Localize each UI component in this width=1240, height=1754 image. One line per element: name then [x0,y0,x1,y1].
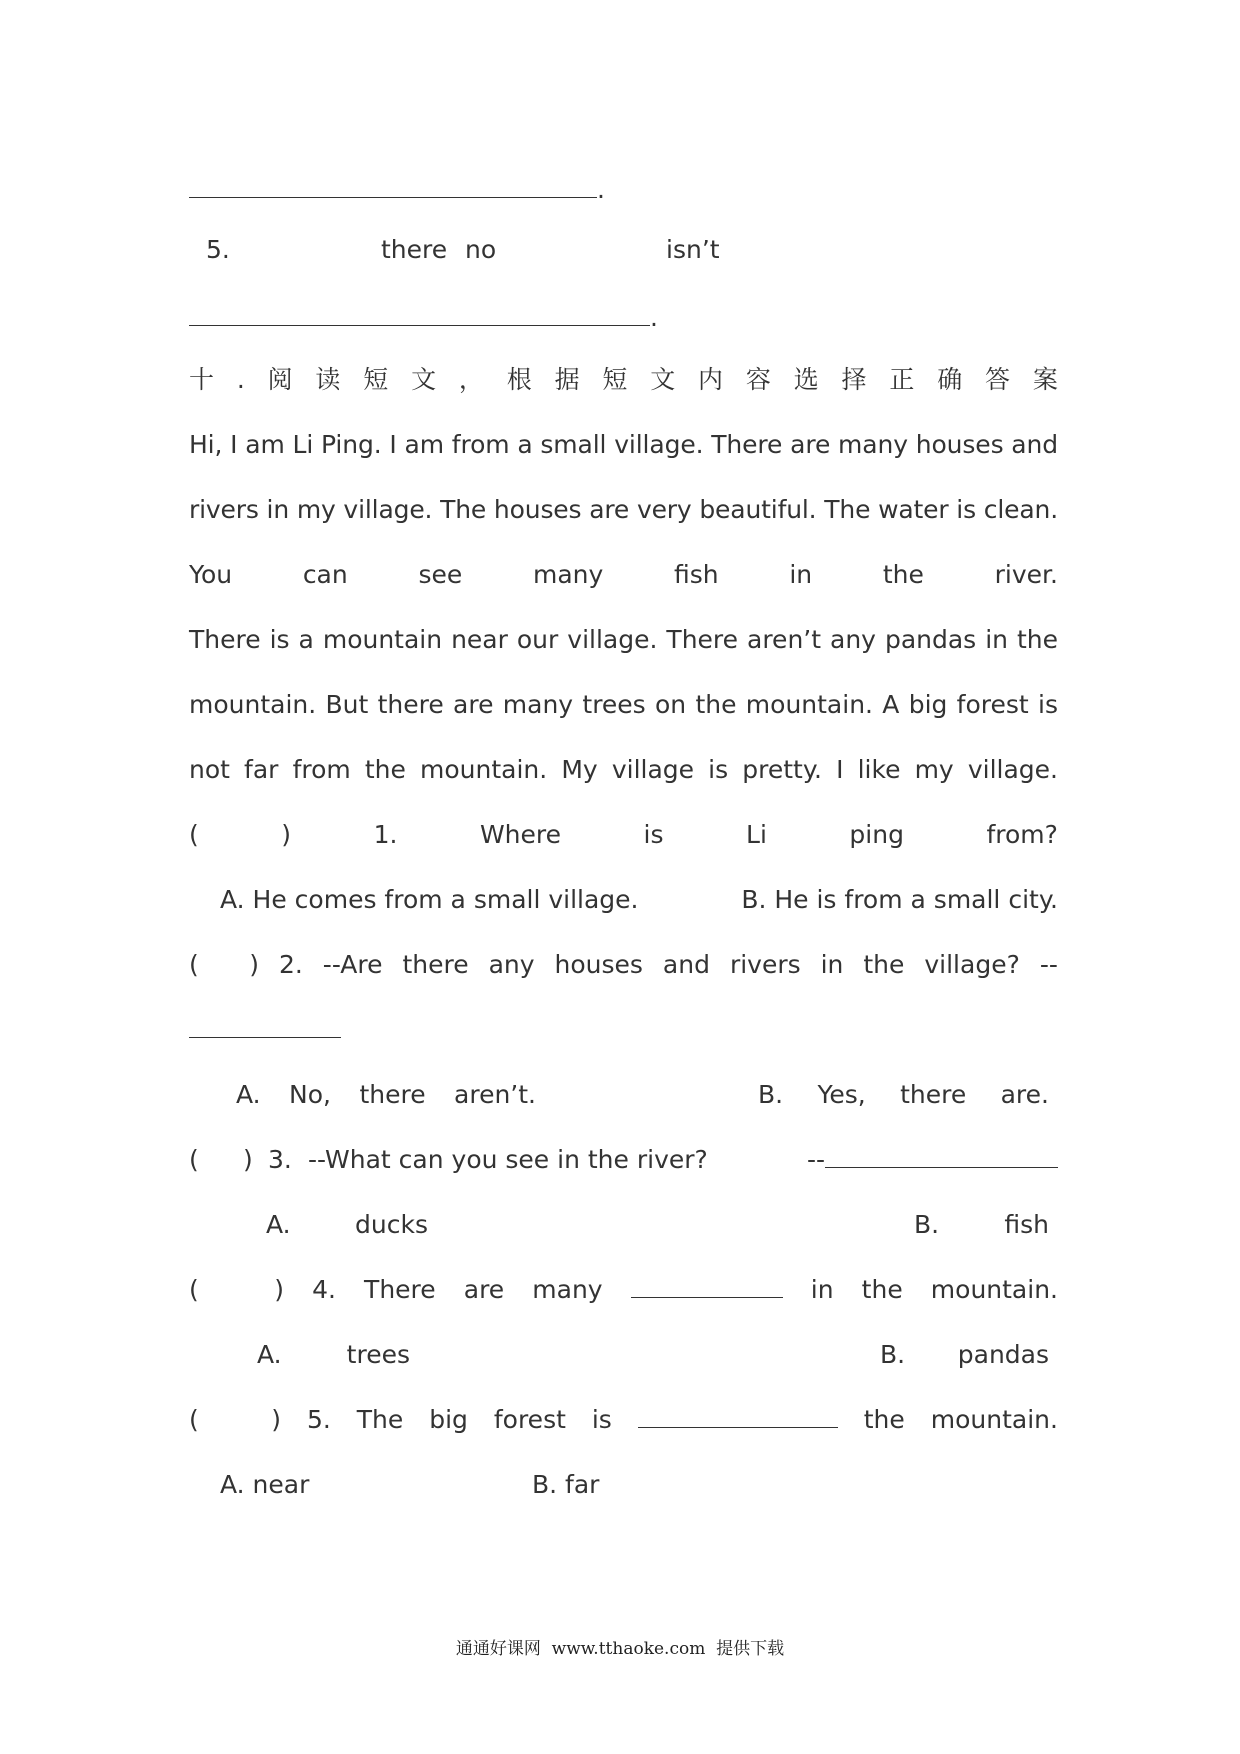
passage-word: many [532,560,604,589]
heading-char: . [236,365,245,394]
option-word: A. [236,1080,261,1109]
question-word: from? [986,820,1058,849]
passage-word: You [189,560,233,589]
passage-line [189,620,1058,660]
passage-text: mountain. But there are many trees on the mountain. A big forest is [189,690,1058,719]
option-word: there [900,1080,967,1109]
passage-word: can [302,560,348,589]
option-word: are. [1000,1080,1049,1109]
option-word: aren’t. [454,1080,536,1109]
question-number: 5. [206,235,230,264]
question-1 [189,815,1058,855]
question-1-options [189,880,1058,920]
question-word: ping [849,820,904,849]
heading-char: 据 [554,365,580,394]
heading-char: 案 [1032,365,1058,394]
question-word: are [463,1275,505,1304]
question-word: houses [554,950,643,979]
question-4 [189,1270,1058,1310]
question-word: mountain. [930,1275,1058,1304]
question-word: the [863,950,905,979]
answer-prefix: -- [807,1145,826,1174]
passage-text: There is a mountain near our village. There aren’t any pandas in the [189,625,1058,654]
question-word: The [356,1405,404,1434]
passage-line [189,750,1058,790]
question-number: 4. [312,1275,336,1304]
option-word: B. [758,1080,784,1109]
question-2-answer-line [189,1010,1058,1050]
heading-char: 短 [363,365,389,394]
question-5 [189,1400,1058,1440]
answer-bracket-close[interactable]: ) [249,950,259,979]
heading-char: 文 [650,365,676,394]
heading-char: 根 [506,365,532,394]
question-word: is [643,820,664,849]
footer-credit: 通通好课网 www.tthaoke.com 提供下载 [455,1639,785,1659]
answer-blank[interactable] [631,1270,783,1298]
option-a[interactable]: A. near [220,1470,310,1499]
question-word: village? [924,950,1020,979]
answer-bracket-close[interactable]: ) [271,1405,281,1434]
word: there [381,235,448,264]
answer-bracket-open[interactable]: ( [189,950,199,979]
question-word: -- [1039,950,1058,979]
option-a[interactable]: A. He comes from a small village. [220,885,639,914]
heading-char: 正 [889,365,915,394]
passage-line [189,685,1058,725]
passage-text: Hi, I am Li Ping. I am from a small village. There are many houses and [189,430,1058,459]
heading-char: 答 [985,365,1011,394]
option-b[interactable]: B. far [532,1470,600,1499]
option-word: Yes, [817,1080,866,1109]
question-number: 2. [278,950,303,979]
question-word: there [402,950,469,979]
question-3-answer [807,1140,1058,1180]
option-word: No, [289,1080,331,1109]
passage-word: the [882,560,924,589]
answer-bracket-open[interactable]: ( [189,820,199,849]
option-word: pandas [957,1340,1049,1369]
question-word: in [820,950,844,979]
answer-bracket-close[interactable]: ) [274,1275,284,1304]
question-word: --Are [322,950,383,979]
passage-word: fish [674,560,719,589]
passage-word: in [789,560,813,589]
answer-blank[interactable] [638,1400,838,1428]
question-5-options [189,1465,1058,1505]
heading-char: 确 [937,365,963,394]
answer-bracket-open[interactable]: ( [189,1405,199,1434]
option-a[interactable] [266,1205,428,1245]
option-a[interactable] [236,1075,536,1115]
question-2 [189,945,1058,985]
question-text: --What can you see in the river? [308,1145,708,1174]
question-word: in [810,1275,834,1304]
question-word: mountain. [930,1405,1058,1434]
option-word: B. [914,1210,940,1239]
passage-word: river. [994,560,1058,589]
heading-char: ， [458,365,484,394]
question-3-options [189,1205,1058,1245]
option-b[interactable] [758,1075,1049,1115]
option-word: A. [257,1340,282,1369]
question-word: Li [746,820,767,849]
question-word: rivers [729,950,801,979]
question-word: big [429,1405,468,1434]
passage-line [189,490,1058,530]
option-a[interactable] [257,1335,410,1375]
heading-char: 阅 [267,365,293,394]
answer-blank[interactable] [825,1140,1058,1168]
period: . [650,303,658,332]
answer-bracket-close[interactable]: ) [243,1145,253,1174]
heading-char: 择 [841,365,867,394]
heading-char: 选 [793,365,819,394]
passage-line [189,425,1058,465]
option-word: there [359,1080,426,1109]
answer-bracket-open[interactable]: ( [189,1275,199,1304]
question-number: 3. [268,1145,292,1174]
question-word: is [591,1405,612,1434]
period: . [597,175,605,204]
answer-line-4 [189,170,1058,210]
passage-word: see [418,560,463,589]
question-word: There [364,1275,436,1304]
option-word: trees [346,1340,410,1369]
section-ten-heading [189,360,1058,400]
answer-bracket-close[interactable]: ) [281,820,292,849]
question-number: 1. [373,820,398,849]
passage-text: not far from the mountain. My village is pretty. I like my village. [189,755,1058,784]
option-word: fish [1004,1210,1049,1239]
question-3 [189,1140,1058,1180]
heading-char: 文 [411,365,437,394]
word: no [465,235,497,264]
question-4-options [189,1335,1058,1375]
answer-blank[interactable] [189,170,597,198]
heading-char: 短 [602,365,628,394]
heading-char: 读 [315,365,341,394]
question-word: the [861,1275,903,1304]
question-word: many [532,1275,603,1304]
question-2-options [189,1075,1058,1115]
question-word: any [488,950,535,979]
word: isn’t [666,235,720,264]
option-b[interactable]: B. He is from a small city. [741,885,1058,914]
heading-char: 内 [698,365,724,394]
question-number: 5. [306,1405,331,1434]
heading-char: 十 [189,365,215,394]
answer-blank[interactable] [189,1010,341,1038]
heading-char: 容 [745,365,771,394]
option-b[interactable] [880,1335,1049,1375]
option-word: B. [880,1340,906,1369]
question-word: and [662,950,710,979]
passage-text: rivers in my village. The houses are very beautiful. The water is clean. [189,495,1058,524]
question-5-word-bank [189,230,1058,270]
question-word: forest [493,1405,566,1434]
option-word: A. [266,1210,291,1239]
answer-line-5 [189,298,1058,338]
option-word: ducks [355,1210,428,1239]
answer-bracket-open[interactable]: ( [189,1145,199,1174]
question-word: Where [479,820,561,849]
option-b[interactable] [914,1205,1049,1245]
passage-line [189,555,1058,595]
question-word: the [863,1405,905,1434]
answer-blank[interactable] [189,298,650,326]
